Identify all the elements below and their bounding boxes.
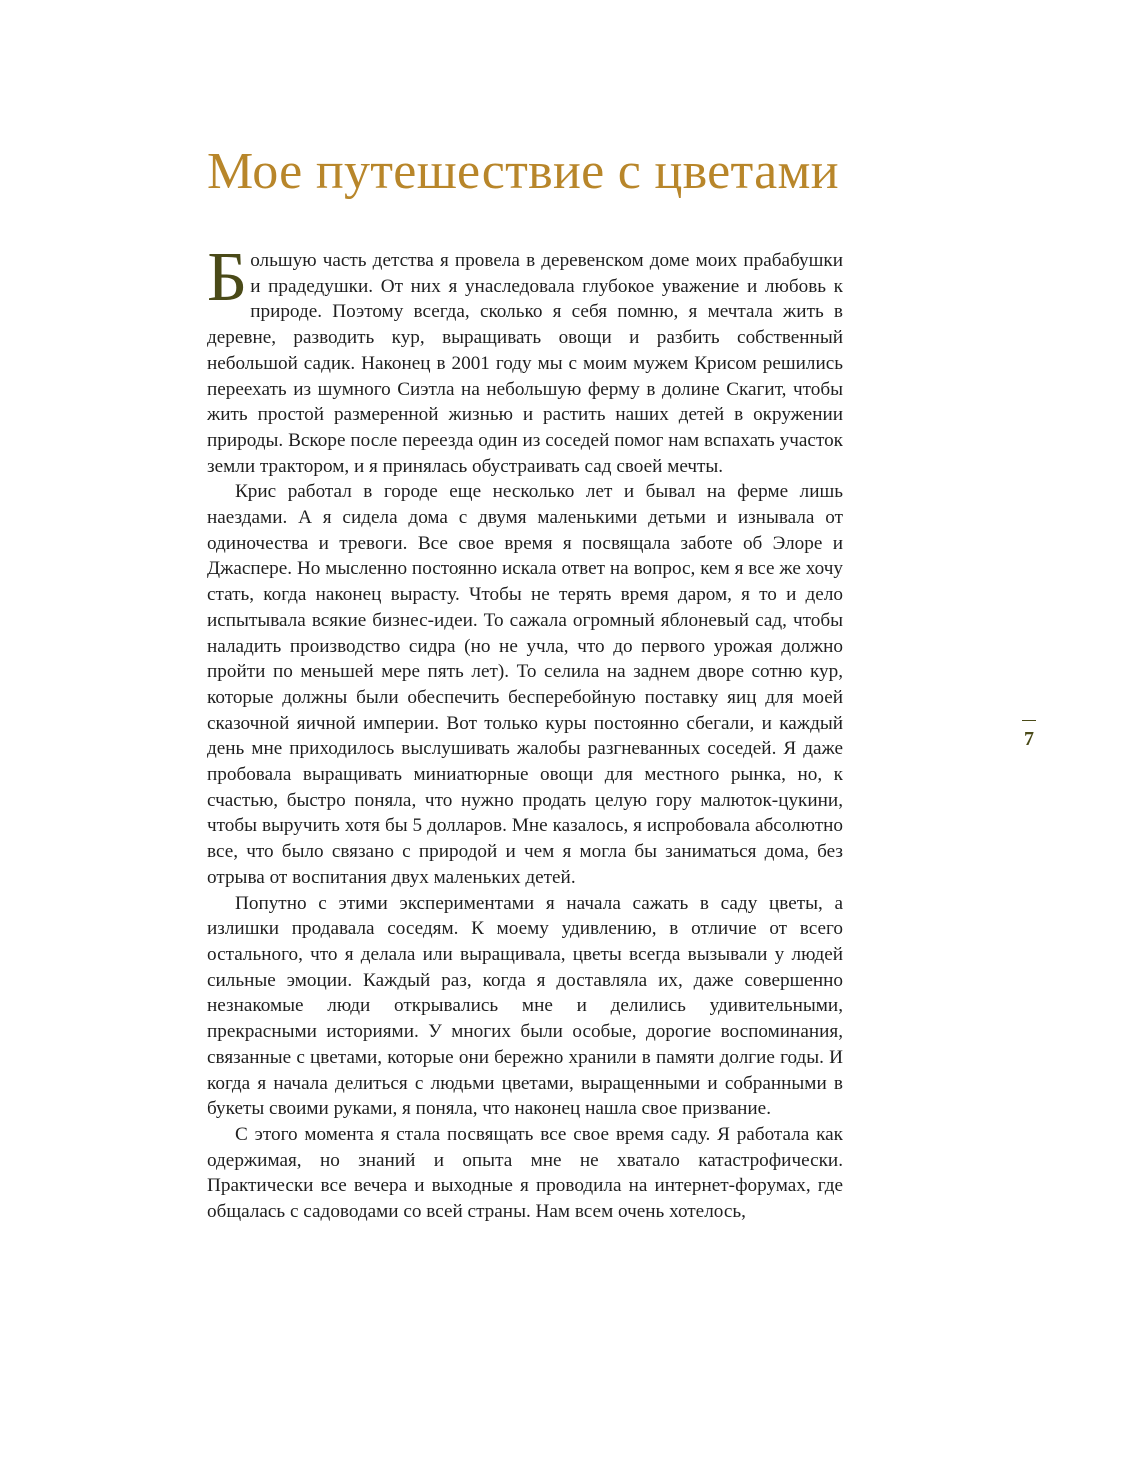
page-number-group	[1019, 720, 1039, 749]
drop-cap: Б	[207, 239, 248, 316]
page-number-rule	[1022, 720, 1036, 721]
paragraph-1-text: ольшую часть детства я провела в деревенском доме моих прабабушки и прадедушки. От них я унаследовала глубокое уважение и любовь к природе. Поэтому всегда, сколько я себя помню, я мечтала жить в деревне, разводить кур, выращивать овощи и разбить собственный небольшой садик. Наконец в 2001 году мы с моим мужем Крисом решились переехать из шумного Сиэтла на небольшую ферму в долине Скагит, чтобы жить простой размеренной жизнью и растить наших детей в окружении природы. Вскоре после переезда один из соседей помог нам вспахать участок земли трактором, и я принялась обустраивать сад своей мечты.	[207, 250, 843, 477]
paragraph-2: Крис работал в городе еще несколько лет и бывал на ферме лишь наездами. А я сидела дома с двумя маленькими детьми и изнывала от одиночества и тревоги. Все свое время я посвящала заботе об Элоре и Джаспере. Но мысленно постоянно искала ответ на вопрос, кем я все же хочу стать, когда наконец вырасту. Чтобы не терять время даром, я то и дело испытывала всякие бизнес-идеи. То сажала огромный яблоневый сад, чтобы наладить производство сидра (но не учла, что до первого урожая должно пройти по меньшей мере пять лет). То селила на заднем дворе сотню кур, которые должны были обеспечить бесперебойную поставку яиц для моей сказочной яичной империи. Вот только куры постоянно сбегали, и каждый день мне приходилось выслушивать жалобы разгневанных соседей. Я даже пробовала выращивать миниатюрные овощи для местного рынка, но, к счастью, быстро поняла, что нужно продать целую гору малюток-цукини, чтобы выручить хотя бы 5 долларов. Мне казалось, я испробовала абсолютно все, что было связано с природой и чем я могла бы заниматься дома, без отрыва от воспитания двух маленьких детей.	[207, 481, 843, 888]
paragraph-3: Попутно с этими экспериментами я начала сажать в саду цветы, а излишки продавала соседям. К моему удивлению, в отличие от всего остального, что я делала или выращивала, цветы всегда вызывали у людей сильные эмоции. Каждый раз, когда я доставляла их, даже совершенно незнакомые люди открывались мне и делились удивительными, прекрасными историями. У многих были особые, дорогие воспоминания, связанные с цветами, которые они бережно хранили в памяти долгие годы. И когда я начала делиться с людьми цветами, выращенными и собранными в букеты своими руками, я поняла, что наконец нашла свое призвание.	[207, 892, 843, 1120]
chapter-title: Мое путешествие с цветами	[207, 143, 839, 200]
paragraph-1	[207, 239, 843, 479]
page-number: 7	[1024, 728, 1034, 750]
body-text	[207, 239, 843, 1225]
paragraph-4: С этого момента я стала посвящать все свое время саду. Я работала как одержимая, но знаний и опыта мне не хватало катастрофически. Практически все вечера и выходные я проводила на интернет-форумах, где общалась с садоводами со всей страны. Нам всем очень хотелось,	[207, 1123, 843, 1223]
